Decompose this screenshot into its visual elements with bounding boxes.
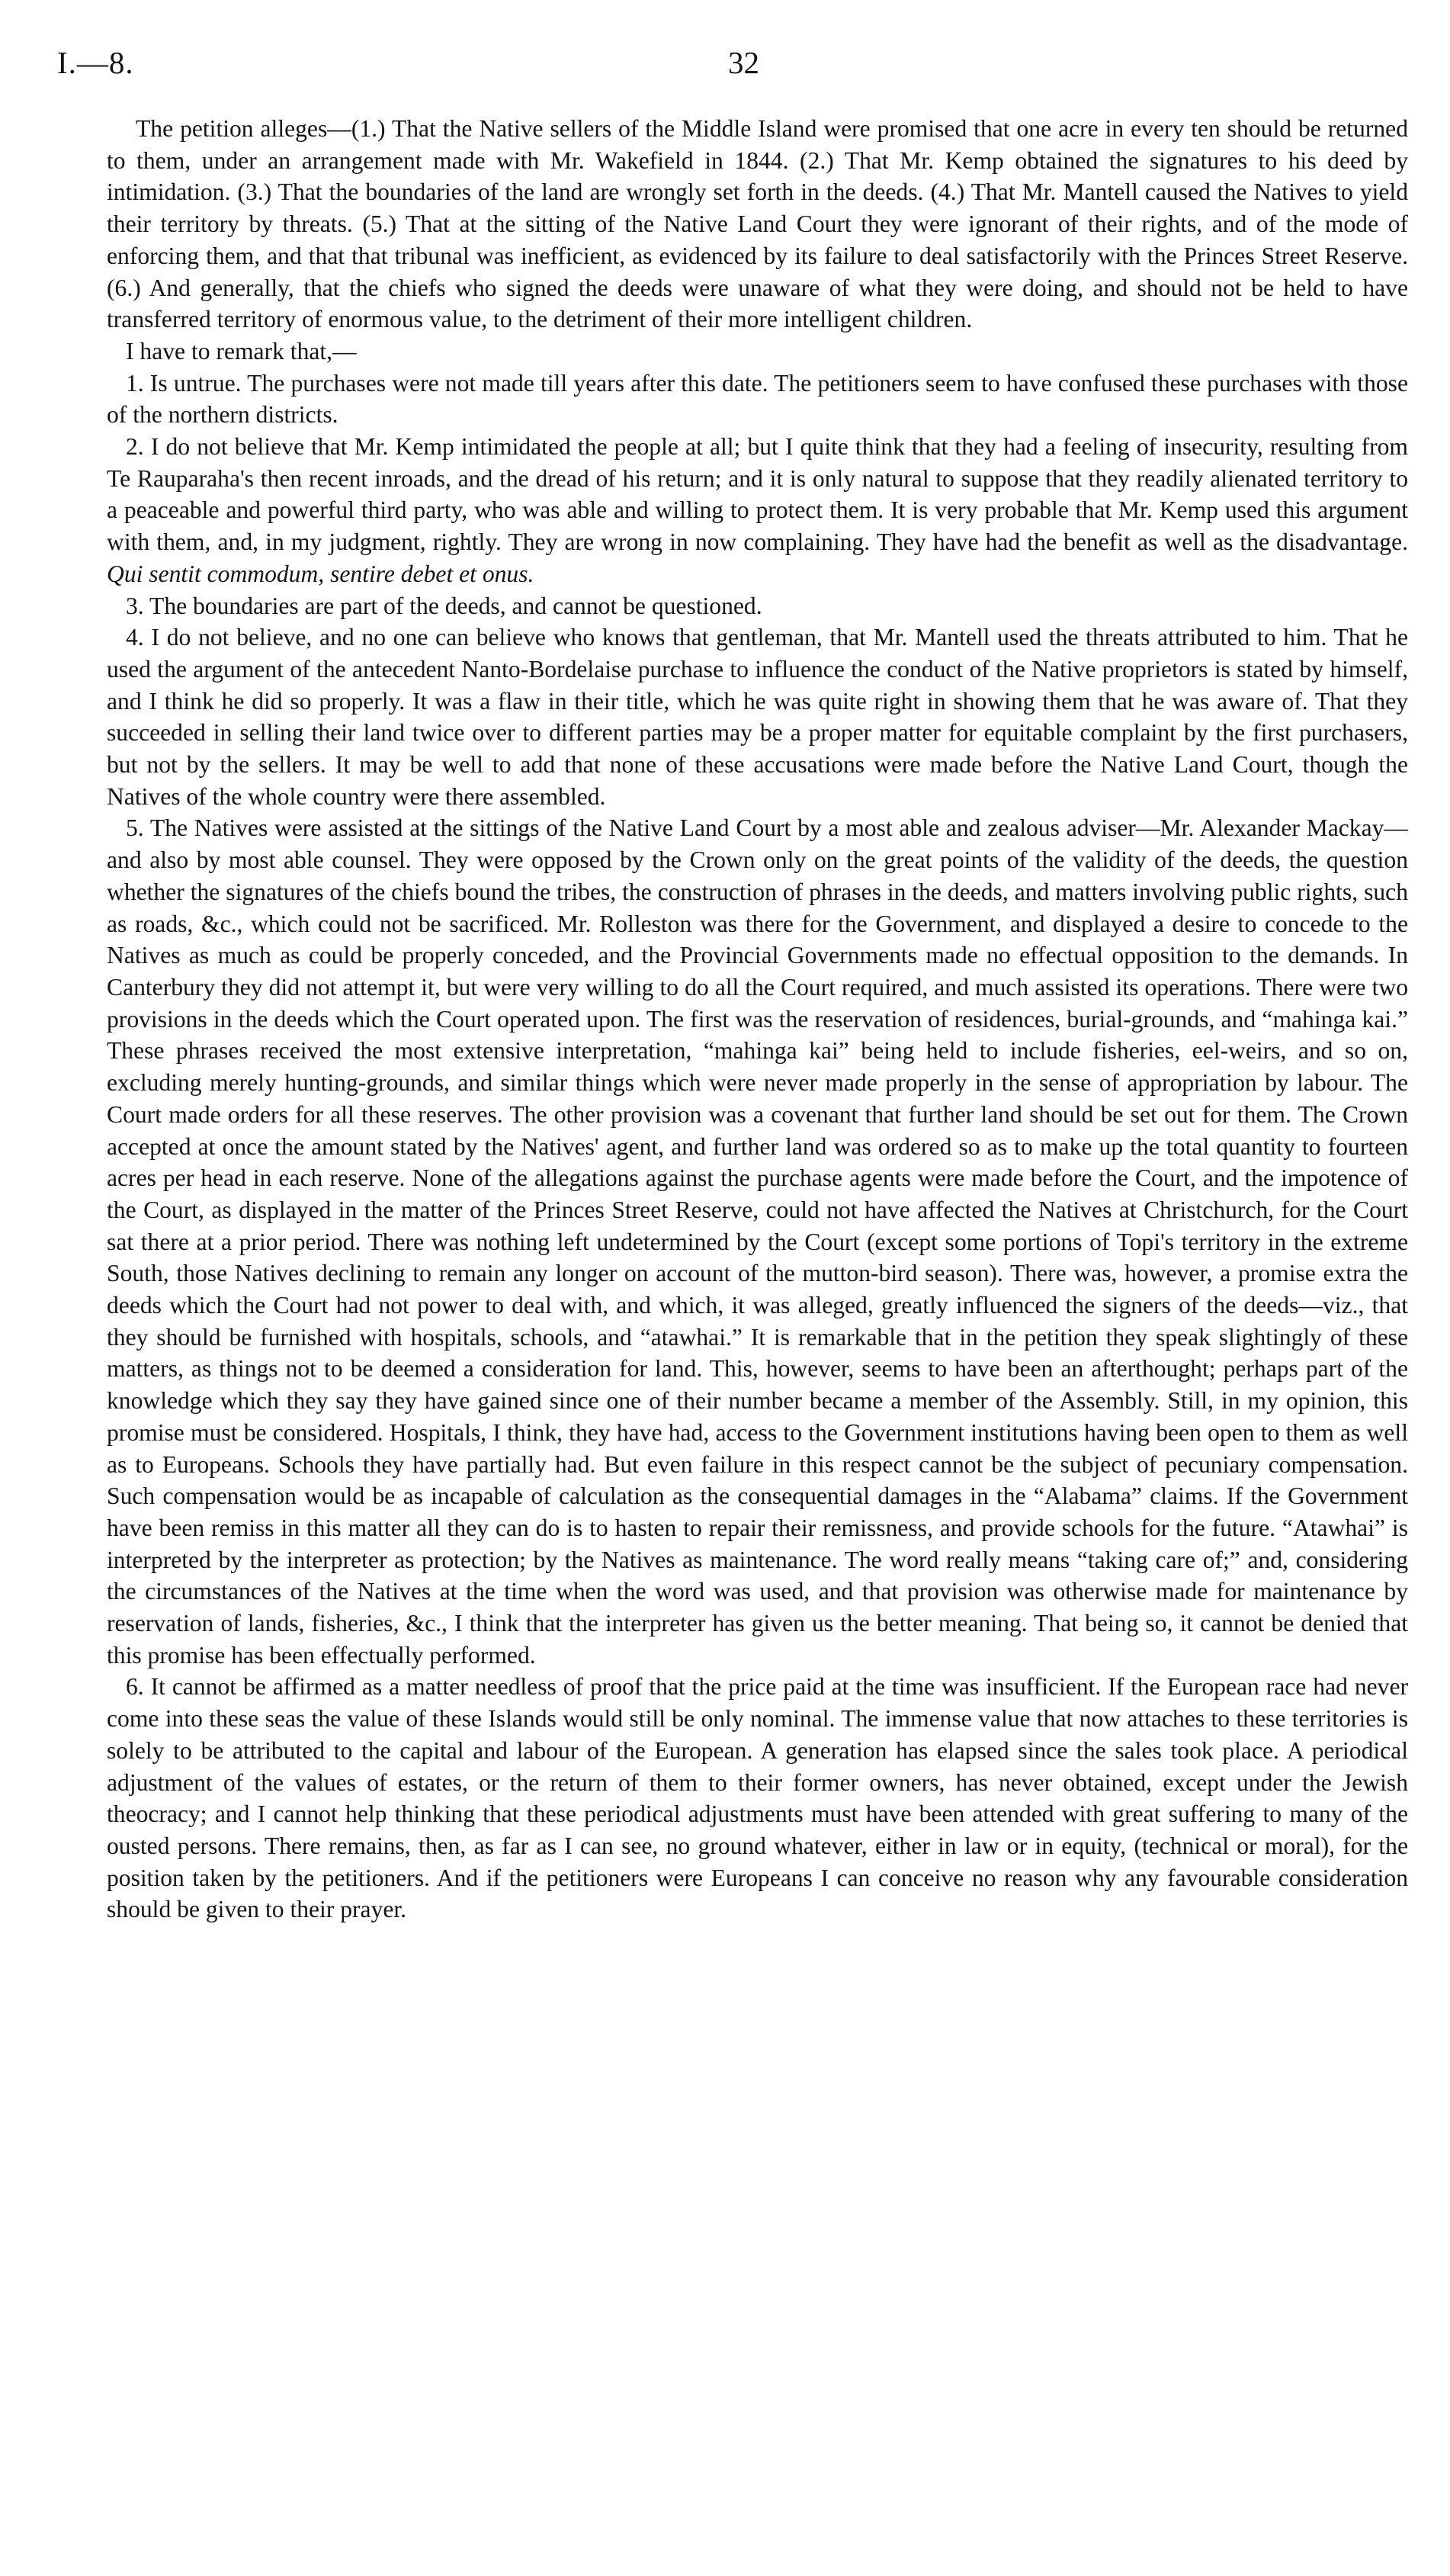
page-number: 32 bbox=[728, 45, 759, 80]
paragraph-point-2-text: 2. I do not believe that Mr. Kemp intimidated the people at all; but I quite think that they had a feeling of insecurity, resulting from Te Rauparaha's then recent inroads, and the dread of his return; and it is only natural to suppose that they readily alienated territory to a peaceable and powerful third party, who was able and willing to protect them. It is very probable that Mr. Kemp used this argument with them, and, in my judgment, rightly. They are wrong in now complaining. They have had the benefit as well as the disadvantage. bbox=[107, 433, 1408, 556]
latin-maxim: Qui sentit commodum, sentire debet et onus. bbox=[107, 560, 534, 587]
page-reference: I.—8. bbox=[57, 45, 134, 80]
paragraph-point-5: 5. The Natives were assisted at the sittings of the Native Land Court by a most able and zealous adviser—Mr. Alexander Mackay—and also by most able counsel. They were opposed by the Crown only on the great points of the validity of the deeds, the question whether the signatures of the chiefs bound the tribes, the construction of phrases in the deeds, and matters involving public rights, such as roads, &c., which could not be sacrificed. Mr. Rolleston was there for the Government, and displayed a desire to concede to the Natives as much as could be properly conceded, and the Provincial Governments made no effectual opposition to the demands. In Canterbury they did not attempt it, but were very willing to do all the Court required, and much assisted its operations. There were two provisions in the deeds which the Court operated upon. The first was the reservation of residences, burial-grounds, and “mahinga kai.” These phrases received the most extensive interpretation, “mahinga kai” being held to include fisheries, eel-weirs, and so on, excluding merely hunting-grounds, and similar things which were never made properly in the sense of appropriation by labour. The Court made orders for all these reserves. The other provision was a covenant that further land should be set out for them. The Crown accepted at once the amount stated by the Natives' agent, and further land was ordered so as to make up the total quantity to fourteen acres per head in each reserve. None of the allegations against the purchase agents were made before the Court, and the impotence of the Court, as displayed in the matter of the Princes Street Reserve, could not have affected the Natives at Christchurch, for the Court sat there at a prior period. There was nothing left undetermined by the Court (except some portions of Topi's territory in the extreme South, those Natives declining to remain any longer on account of the mutton-bird season). There was, however, a promise extra the deeds which the Court had not power to deal with, and which, it was alleged, greatly influenced the signers of the deeds—viz., that they should be furnished with hospitals, schools, and “atawhai.” It is remarkable that in the petition they speak slightingly of these matters, as things not to be deemed a consideration for land. This, however, seems to have been an afterthought; perhaps part of the knowledge which they say they have gained since one of their number became a member of the Assembly. Still, in my opinion, this promise must be considered. Hospitals, I think, they have had, access to the Government institutions having been open to them as well as to Europeans. Schools they have partially had. But even failure in this respect cannot be the subject of pecuniary compensation. Such compensation would be as incapable of calculation as the consequential damages in the “Alabama” claims. If the Government have been remiss in this matter all they can do is to hasten to repair their remissness, and provide schools for the future. “Atawhai” is interpreted by the interpreter as protection; by the Natives as maintenance. The word really means “taking care of;” and, considering the circumstances of the Natives at the time when the word was used, and that provision was otherwise made for maintenance by reservation of lands, fisheries, &c., I think that the interpreter has given us the better meaning. That being so, it cannot be denied that this promise has been effectually performed. bbox=[107, 814, 1408, 1669]
body-text bbox=[107, 113, 1408, 1926]
page-header bbox=[57, 44, 1393, 90]
paragraph-petition-allegations: The petition alleges—(1.) That the Native sellers of the Middle Island were promised that one acre in every ten should be returned to them, under an arrangement made with Mr. Wakefield in 1844. (2.) That Mr. Kemp obtained the signatures to his deed by intimidation. (3.) That the boundaries of the land are wrongly set forth in the deeds. (4.) That Mr. Mantell caused the Natives to yield their territory by threats. (5.) That at the sitting of the Native Land Court they were ignorant of their rights, and of the mode of enforcing them, and that that tribunal was inefficient, as evidenced by its failure to deal satisfactorily with the Princes Street Reserve. (6.) And generally, that the chiefs who signed the deeds were unaware of what they were doing, and should not be held to have transferred territory of enormous value, to the detriment of their more intelligent children. bbox=[107, 115, 1408, 333]
paragraph-remark-intro: I have to remark that,— bbox=[126, 337, 357, 365]
paragraph-point-6: 6. It cannot be affirmed as a matter needless of proof that the price paid at the time was insufficient. If the European race had never come into these seas the value of these Islands would still be only nominal. The immense value that now attaches to these territories is solely to be attributed to the capital and labour of the European. A generation has elapsed since the sales took place. A periodical adjustment of the values of estates, or the return of them to their former owners, has never obtained, except under the Jewish theocracy; and I cannot help thinking that these periodical adjustments must have been attended with great suffering to many of the ousted persons. There remains, then, as far as I can see, no ground whatever, either in law or in equity, (technical or moral), for the position taken by the petitioners. And if the petitioners were Europeans I can conceive no reason why any favourable consideration should be given to their prayer. bbox=[107, 1673, 1408, 1923]
paragraph-point-4: 4. I do not believe, and no one can believe who knows that gentleman, that Mr. Mantell used the threats attributed to him. That he used the argument of the antecedent Nanto-Bordelaise purchase to influence the conduct of the Native proprietors is stated by himself, and I think he did so properly. It was a flaw in their title, which he was quite right in showing them that he was aware of. That they succeeded in selling their land twice over to different parties may be a proper matter for equitable complaint by the first purchasers, but not by the sellers. It may be well to add that none of these accusations were made before the Native Land Court, though the Natives of the whole country were there assembled. bbox=[107, 624, 1408, 810]
paragraph-point-2 bbox=[107, 431, 1408, 590]
paragraph-point-1: 1. Is untrue. The purchases were not made till years after this date. The petitioners seem to have confused these purchases with those of the northern districts. bbox=[107, 369, 1408, 429]
paragraph-point-3: 3. The boundaries are part of the deeds, and cannot be questioned. bbox=[126, 592, 762, 619]
